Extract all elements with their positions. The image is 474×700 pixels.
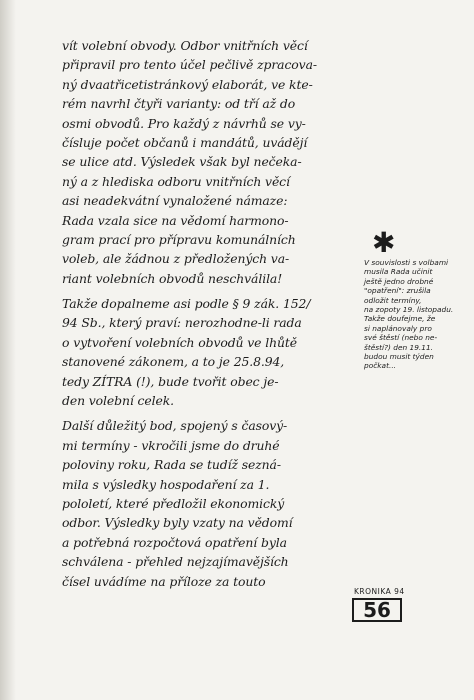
text-line: ný a z hlediska odboru vnitřních věcí <box>62 173 290 189</box>
text-line: čísluje počet občanů i mandátů, uvádějí <box>62 134 308 150</box>
text-line: 94 Sb., který praví: nerozhodne-li rada <box>62 315 302 331</box>
text-line: o vytvoření volebních obvodů ve lhůtě <box>62 334 297 350</box>
text-line: osmi obvodů. Pro každý z návrhů se vy- <box>62 115 306 131</box>
margin-note-line: budou musit týden <box>364 351 434 361</box>
text-line: schválena - přehled nejzajímavějších <box>62 554 289 570</box>
text-line: asi neadekvátní vynaložené námaze: <box>62 193 288 209</box>
margin-note-line: počkat... <box>364 361 397 371</box>
text-line: vít volební obvody. Odbor vnitřních věcí <box>62 38 308 53</box>
text-line: se ulice atd. Výsledek však byl nečeka- <box>62 154 302 170</box>
text-line: Rada vzala sice na vědomí harmono- <box>62 212 289 228</box>
text-line: tedy ZÍTRA (!), bude tvořit obec je- <box>62 373 279 389</box>
handwritten-body <box>62 36 358 591</box>
text-line: a potřebná rozpočtová opatření byla <box>62 534 287 550</box>
binding-gutter <box>0 0 16 700</box>
text-line: odbor. Výsledky byly vzaty na vědomí <box>62 515 293 531</box>
text-line: připravil pro tento účel pečlivě zpracova- <box>62 57 317 73</box>
margin-note-line: své štěstí (nebo ne- <box>364 333 438 343</box>
margin-note <box>364 226 464 371</box>
text-line: mi termíny - vkročili jsme do druhé <box>62 437 280 453</box>
text-line: gram prací pro přípravu komunálních <box>62 231 296 247</box>
margin-note-line: štěstí?) den 19.11. <box>364 342 434 352</box>
margin-note-line: si naplánovaly pro <box>364 323 432 333</box>
text-line: ný dvaatřicetistránkový elaborát, ve kte- <box>62 76 313 92</box>
text-line: den volební celek. <box>62 393 174 409</box>
margin-note-line: musila Rada učinit <box>364 267 433 277</box>
margin-note-line: "opatření": zrušila <box>364 286 431 296</box>
margin-note-line: Takže doufejme, že <box>364 314 436 324</box>
text-line: stanovené zákonem, a to je 25.8.94, <box>62 354 285 370</box>
text-line: poloviny roku, Rada se tudíž sezná- <box>62 457 281 473</box>
text-line: Další důležitý bod, spojený s časový- <box>62 418 288 434</box>
margin-note-line: na zopoty 19. listopadu. <box>364 304 454 314</box>
text-line: mila s výsledky hospodaření za 1. <box>62 476 270 492</box>
text-line: Takže dopalneme asi podle § 9 zák. 152/ <box>62 296 311 312</box>
text-line: riant volebních obvodů neschválila! <box>62 270 283 286</box>
text-line: pololetí, které předložil ekonomický <box>62 495 285 511</box>
text-line: voleb, ale žádnou z předložených va- <box>62 251 290 267</box>
text-line: čísel uvádíme na příloze za touto <box>62 573 266 589</box>
page-number: 56 <box>352 598 402 622</box>
margin-note-line: ještě jedno drobné <box>364 276 434 286</box>
margin-note-line: odložit termíny, <box>364 295 422 305</box>
chronicle-label: KRONIKA 94 <box>354 587 405 596</box>
text-line: rém navrhl čtyři varianty: od tří až do <box>62 96 296 112</box>
margin-note-line: V souvislosti s volbami <box>364 258 449 267</box>
asterisk-icon: ✱ <box>372 226 396 259</box>
